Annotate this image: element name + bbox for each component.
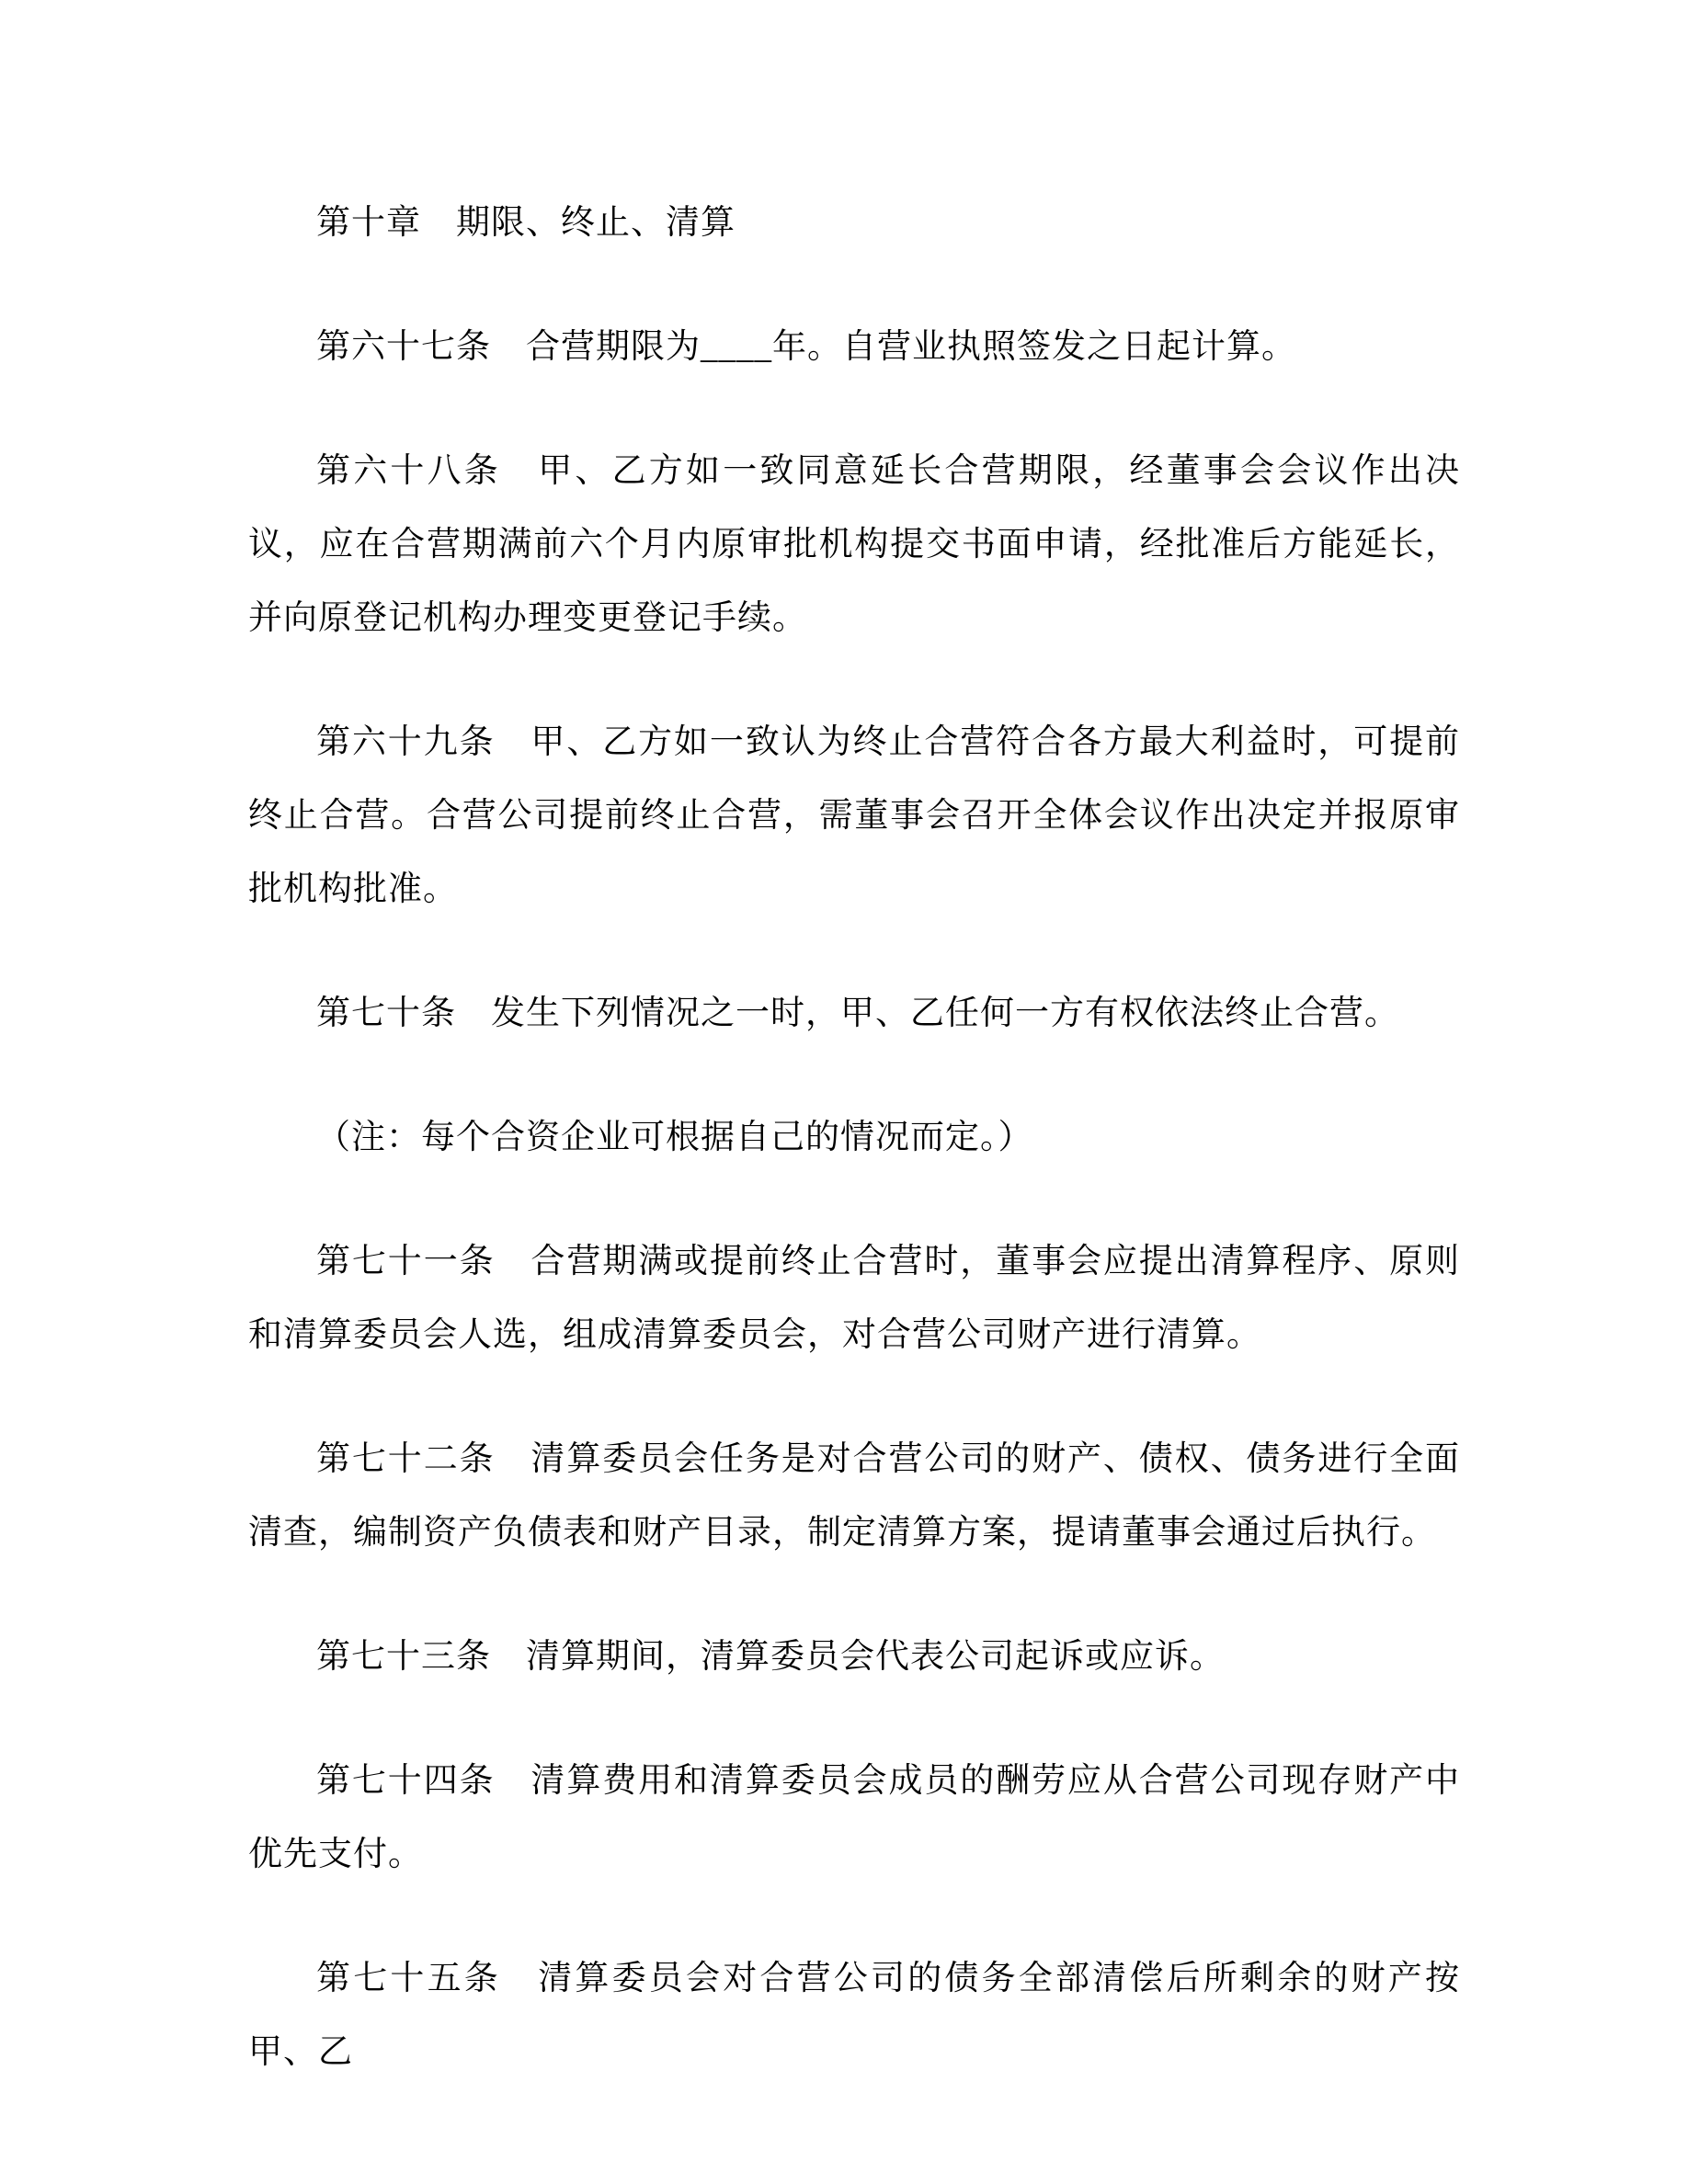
paragraph-note: （注：每个合资企业可根据自己的情况而定。） xyxy=(316,1119,1033,1156)
paragraph-article-71: 第七十一条 合营期满或提前终止合营时，董事会应提出清算程序、原则和清算委员会人选，组成清算委员会，对合营公司财产进行清算。 xyxy=(248,1243,1460,1354)
paragraph-article-70: 第七十条 发生下列情况之一时，甲、乙任何一方有权依法终止合营。 xyxy=(316,995,1399,1032)
paragraph-article-67: 第六十七条 合营期限为____年。自营业执照签发之日起计算。 xyxy=(316,328,1296,366)
paragraph-article-75: 第七十五条 清算委员会对合营公司的债务全部清偿后所剩余的财产按甲、乙 xyxy=(248,1960,1460,2071)
paragraph-article-73: 第七十三条 清算期间，清算委员会代表公司起诉或应诉。 xyxy=(316,1638,1225,1676)
paragraph-article-74: 第七十四条 清算费用和清算委员会成员的酬劳应从合营公司现存财产中优先支付。 xyxy=(248,1762,1460,1873)
paragraph-article-72: 第七十二条 清算委员会任务是对合营公司的财产、债权、债务进行全面清查，编制资产负债表和财产目录，制定清算方案，提请董事会通过后执行。 xyxy=(248,1440,1460,1552)
paragraph-article-68: 第六十八条 甲、乙方如一致同意延长合营期限，经董事会会议作出决议，应在合营期满前六个月内原审批机构提交书面申请，经批准后方能延长，并向原登记机构办理变更登记手续。 xyxy=(248,452,1460,637)
paragraph-article-69: 第六十九条 甲、乙方如一致认为终止合营符合各方最大利益时，可提前终止合营。合营公司提前终止合营，需董事会召开全体会议作出决定并报原审批机构批准。 xyxy=(248,723,1460,908)
chapter-heading: 第十章 期限、终止、清算 xyxy=(316,204,736,242)
